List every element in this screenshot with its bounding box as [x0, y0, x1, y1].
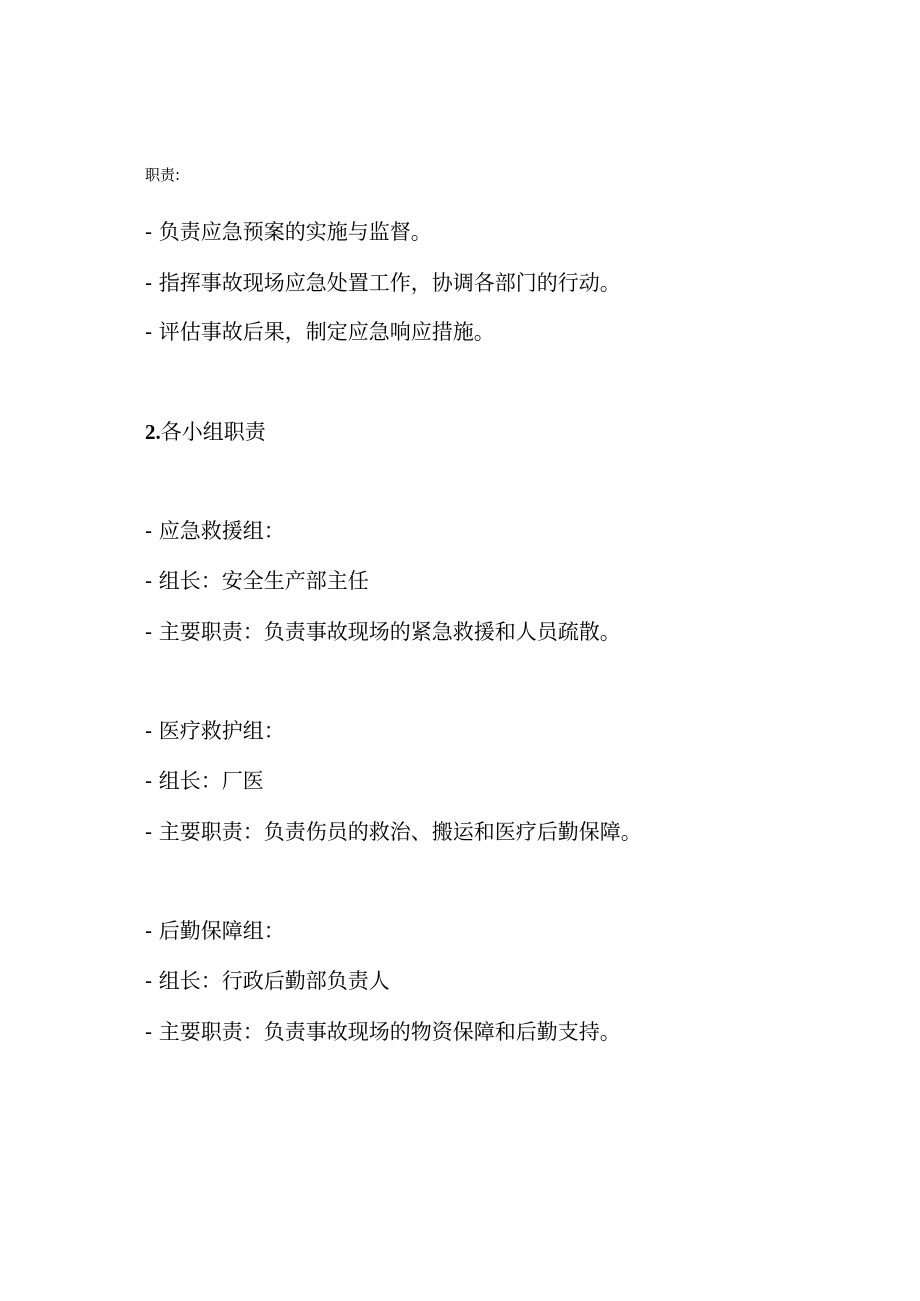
group-leader: - 组长：安全生产部主任 [145, 569, 369, 593]
duty-item: - 评估事故后果，制定应急响应措施。 [145, 320, 495, 344]
group-name: - 医疗救护组： [145, 719, 285, 743]
duties-label: 职责: [145, 166, 181, 184]
duty-item: - 指挥事故现场应急处置工作，协调各部门的行动。 [145, 271, 621, 295]
section-title: 各小组职责 [160, 420, 266, 444]
duty-item: - 负责应急预案的实施与监督。 [145, 220, 432, 244]
group-duty: - 主要职责：负责事故现场的紧急救援和人员疏散。 [145, 620, 621, 644]
group-leader: - 组长：行政后勤部负责人 [145, 969, 390, 993]
group-name: - 应急救援组： [145, 519, 285, 543]
section-heading [145, 418, 266, 446]
group-name: - 后勤保障组： [145, 919, 285, 943]
group-duty: - 主要职责：负责事故现场的物资保障和后勤支持。 [145, 1020, 621, 1044]
group-duty: - 主要职责：负责伤员的救治、搬运和医疗后勤保障。 [145, 820, 642, 844]
group-leader: - 组长：厂医 [145, 769, 264, 793]
section-number: 2. [145, 420, 161, 444]
